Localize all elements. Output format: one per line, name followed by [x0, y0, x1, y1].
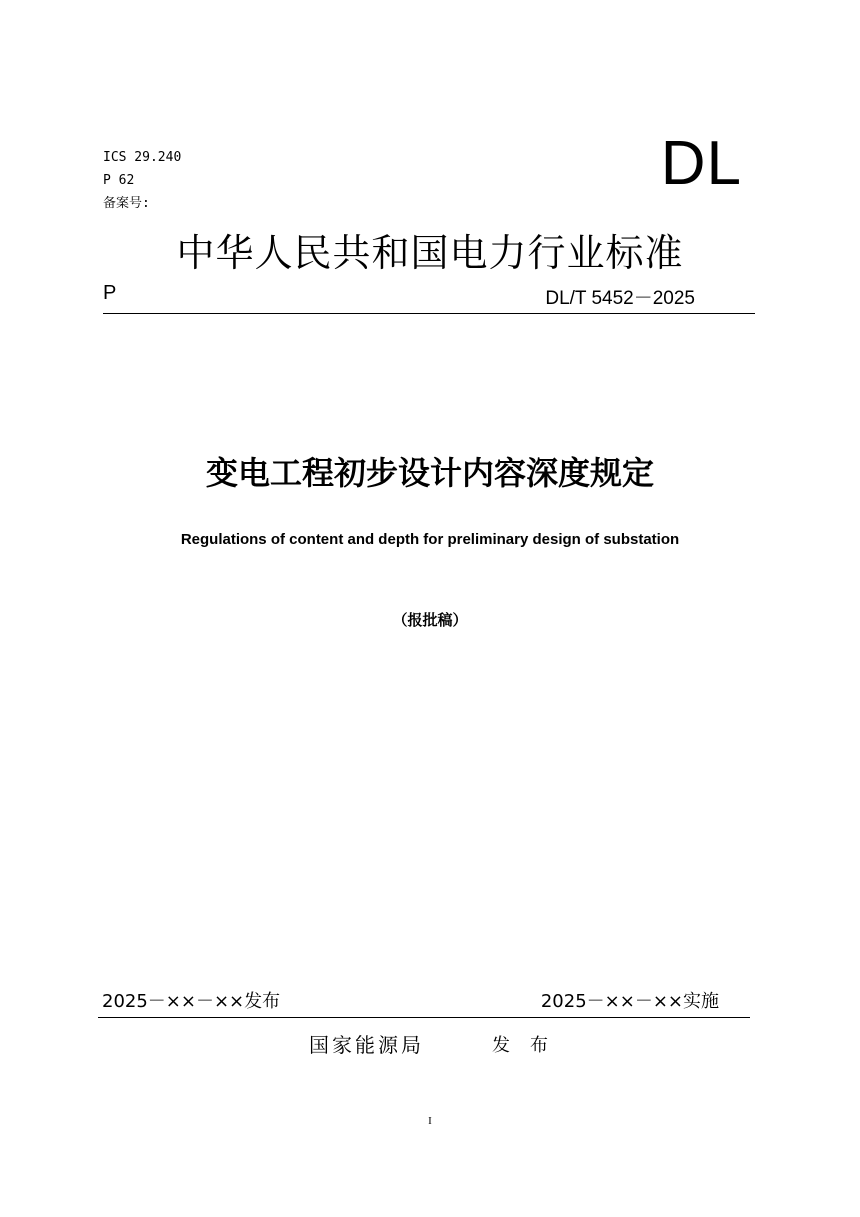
record-number-label: 备案号:: [103, 196, 150, 211]
page-number: I: [428, 1115, 432, 1127]
ics-code: ICS 29.240: [103, 150, 182, 165]
issued-label: 发布: [492, 1035, 568, 1056]
top-divider: [103, 313, 755, 314]
issuing-authority: 国家能源局: [309, 1033, 424, 1057]
standard-number: DL/T 5452－2025: [545, 288, 695, 309]
org-title: 中华人民共和国电力行业标准: [176, 231, 684, 275]
classification-code: P 62: [103, 173, 135, 188]
dl-logo: DL: [660, 129, 742, 198]
category-mark: P: [103, 282, 117, 304]
implementation-date: 2025－××－××实施: [540, 991, 719, 1012]
issue-date: 2025－××－××发布: [102, 991, 281, 1012]
english-title: Regulations of content and depth for preliminary design of substation: [180, 531, 680, 548]
document-title: 变电工程初步设计内容深度规定: [205, 454, 654, 492]
draft-status: （报批稿）: [392, 611, 468, 629]
bottom-divider: [98, 1017, 750, 1018]
